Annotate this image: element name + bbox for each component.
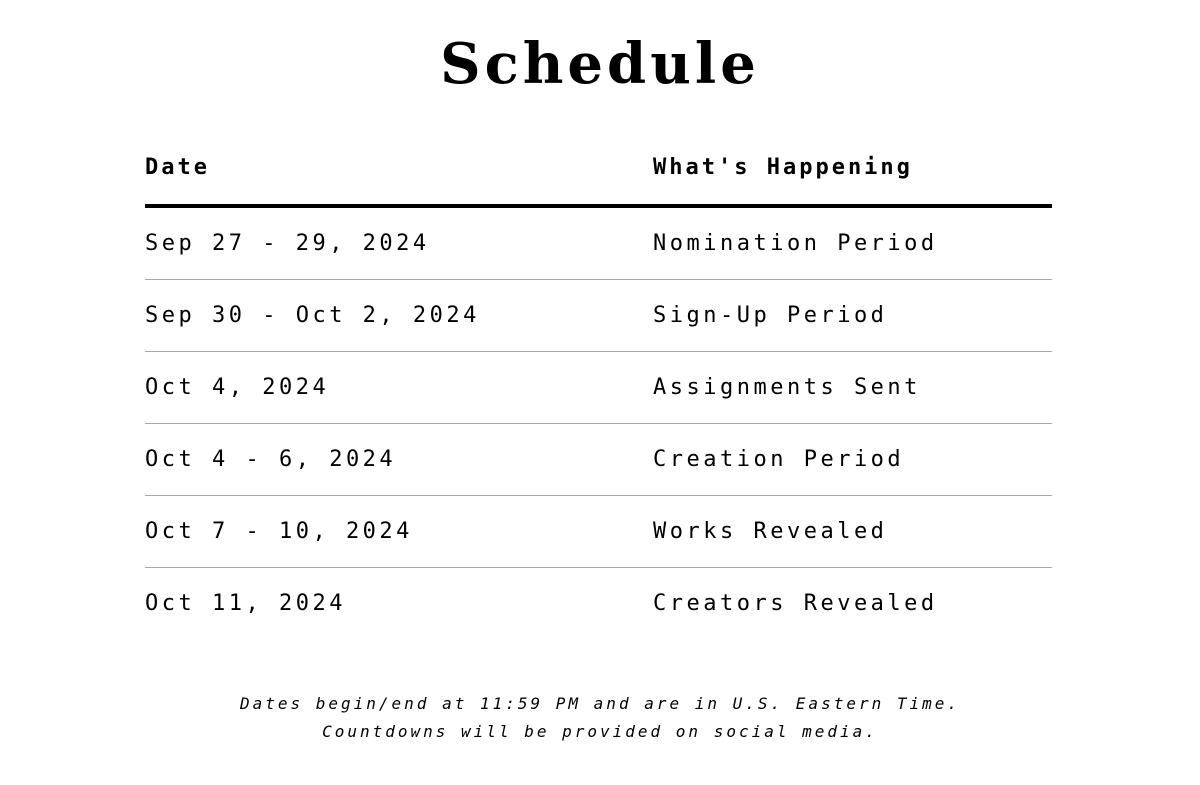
row-event: Nomination Period — [653, 231, 938, 256]
row-event: Assignments Sent — [653, 375, 921, 400]
table-header — [145, 140, 1052, 208]
schedule-table — [145, 140, 1052, 639]
table-row — [145, 208, 1052, 280]
footnotes — [0, 690, 1200, 746]
footnote-countdowns: Countdowns will be provided on social media. — [322, 722, 878, 741]
table-row — [145, 424, 1052, 496]
row-date: Oct 11, 2024 — [145, 591, 346, 616]
table-row — [145, 280, 1052, 352]
table-row — [145, 352, 1052, 424]
page-title: Schedule — [440, 31, 760, 97]
footnote-timezone: Dates begin/end at 11:59 PM and are in U.S. Eastern Time. — [239, 694, 961, 713]
row-event: Sign-Up Period — [653, 303, 888, 328]
row-event: Creators Revealed — [653, 591, 938, 616]
header-event: What's Happening — [653, 155, 913, 180]
row-date: Sep 27 - 29, 2024 — [145, 231, 430, 256]
table-row — [145, 568, 1052, 639]
table-row — [145, 496, 1052, 568]
row-event: Creation Period — [653, 447, 905, 472]
row-event: Works Revealed — [653, 519, 888, 544]
header-date: Date — [145, 155, 210, 180]
row-date: Sep 30 - Oct 2, 2024 — [145, 303, 480, 328]
row-date: Oct 7 - 10, 2024 — [145, 519, 413, 544]
row-date: Oct 4 - 6, 2024 — [145, 447, 397, 472]
row-date: Oct 4, 2024 — [145, 375, 330, 400]
